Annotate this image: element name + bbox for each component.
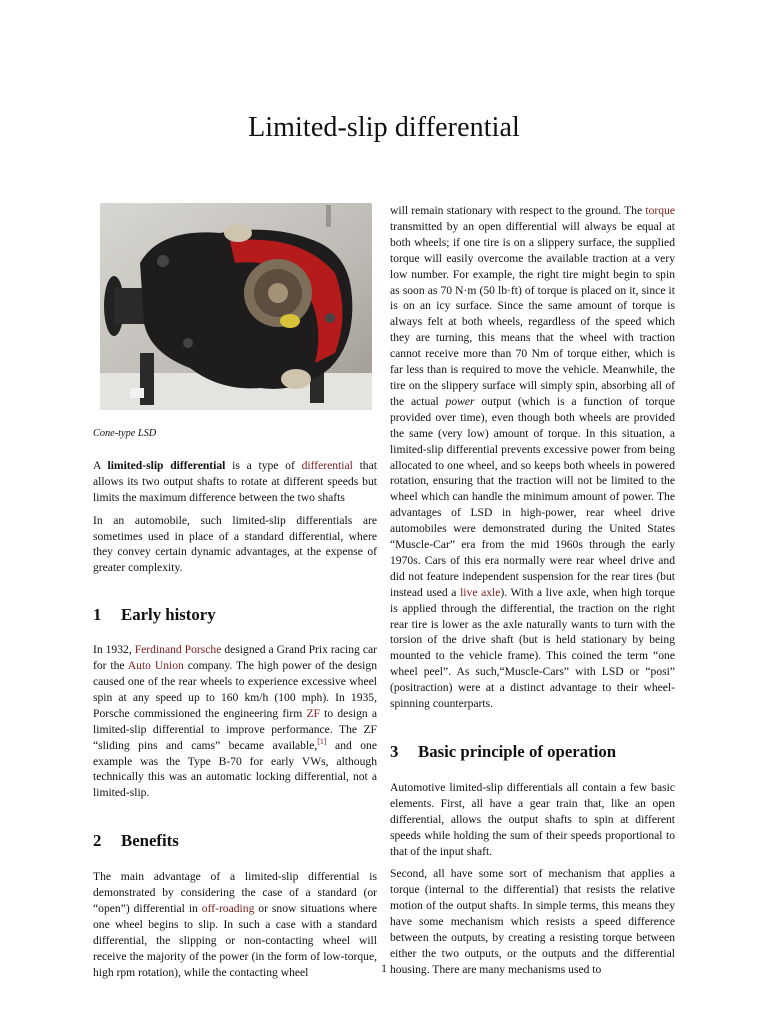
link-live-axle[interactable]: live axle — [460, 585, 501, 599]
section-heading-benefits: 2 Benefits — [93, 831, 179, 851]
benefits-paragraph: The main advantage of a limited-slip differential is demonstrated by considering the case of a standard (or “open”) differential in off-roading or snow situations where one wheel begins to slip. In such a case with a standard differential, the slipping or non-contacting wheel will receive the majority of the power (in the form of low-torque, high rpm rotation), while the contacting wheel — [93, 870, 377, 979]
principle-paragraph-1: Automotive limited-slip differentials all contain a few basic elements. First, all have a gear train that, like an open differential, allows the output shafts to spin at different speeds while holding the sum of their speeds proportional to that of the input shaft. — [390, 780, 675, 858]
link-torque[interactable]: torque — [645, 204, 675, 217]
section-number: 3 — [390, 742, 399, 761]
early-history-paragraph: In 1932, Ferdinand Porsche designed a Grand Prix racing car for the Auto Union company. The high power of the design caused one of the rear wheels to experience excessive wheel spin at any speed up to 160 km/h (100 mph). In 1935, Porsche commissioned the engineering firm ZF to design a limited-slip differential to improve performance. The ZF “sliding pins and cams” became available,[1] and one example was the Type B-70 for early VWs, although technically this was an automatic locking differential, not a limited-slip. — [93, 643, 378, 800]
lsd-photo — [100, 203, 372, 410]
link-zf[interactable]: ZF — [306, 706, 320, 720]
intro-paragraph-1: A limited-slip differential is a type of differential that allows its two output shafts to rotate at different speeds but limits the maximum difference between the two shafts — [93, 458, 377, 504]
section-heading-basic-principle: 3 Basic principle of operation — [390, 742, 617, 761]
left-column — [93, 203, 377, 987]
section-heading-early-history: 1 Early history — [93, 605, 216, 625]
link-ferdinand-porsche[interactable]: Ferdinand Porsche — [134, 643, 222, 657]
figure-caption: Cone-type LSD — [93, 428, 157, 439]
page-title: Limited-slip differential — [248, 112, 520, 143]
section-number: 2 — [93, 831, 102, 851]
page-number: 1 — [381, 962, 387, 975]
reference-link[interactable]: [1] — [317, 736, 327, 746]
intro-paragraph-2: In an automobile, such limited-slip differentials are sometimes used in place of a standard differential, where they convey certain dynamic advantages, at the expense of greater complexity. — [93, 513, 377, 575]
link-off-roading[interactable]: off-roading — [201, 901, 255, 915]
benefits-continued-paragraph: will remain stationary with respect to the ground. The torque transmitted by an open differential will always be equal at both wheels; if one tire is on a slippery surface, the supplied torque will easily overcome the available traction at a very low number. For example, the right tire might begin to spin as soon as 70 N·m (50 lb·ft) of torque is placed on it, since it is on an icy surface. Since the same amount of torque is always felt at both wheels, regardless of the speed which they are turning, this means that the wheel with traction cannot receive more than 70 Nm of torque either, which is far less than is required to move the vehicle. Meanwhile, the tire on the slippery surface will simply spin, absorbing all of the actual power output (which is a function of torque provided over time), even though both wheels are provided the same (very low) amount of torque. In this situation, a limited-slip differential prevents excessive power from being allocated to one wheel, and so keeps both wheels in powered rotation, ensuring that the traction will not be limited to the wheel which can handle the minimum amount of power. The advantages of LSD in high-power, rear wheel drive automobiles were demonstrated during the United States “Muscle-Car” era from the mid 1960s through the early 1970s. Cars of this era normally were rear wheel drive and did not feature independent suspension for the rear tires (but instead used a live axle). With a live axle, when high torque is applied through the differential, the traction on the right rear tire is lower as the axle naturally wants to turn with the torsion of the drive shaft (but is held stationary by being mounted to the vehicle frame). This coined the term “one wheel peel”. As such,“Muscle-Cars” with LSD or “posi” (positraction) were at a distinct advantage to their wheel-spinning counterparts. — [390, 204, 676, 711]
link-differential[interactable]: differential — [301, 458, 353, 472]
principle-paragraph-2: Second, all have some sort of mechanism that applies a torque (internal to the differential) that resists the relative motion of the output shafts. In simple terms, this means they have some mechanism which resists a speed difference between the outputs, by creating a resisting torque between either the two outputs, or the outputs and the differential housing. There are many mechanisms used to — [390, 867, 675, 976]
link-auto-union[interactable]: Auto Union — [127, 659, 184, 673]
section-number: 1 — [93, 605, 102, 625]
term-bold: limited-slip differential — [107, 458, 226, 472]
right-column — [390, 203, 675, 985]
